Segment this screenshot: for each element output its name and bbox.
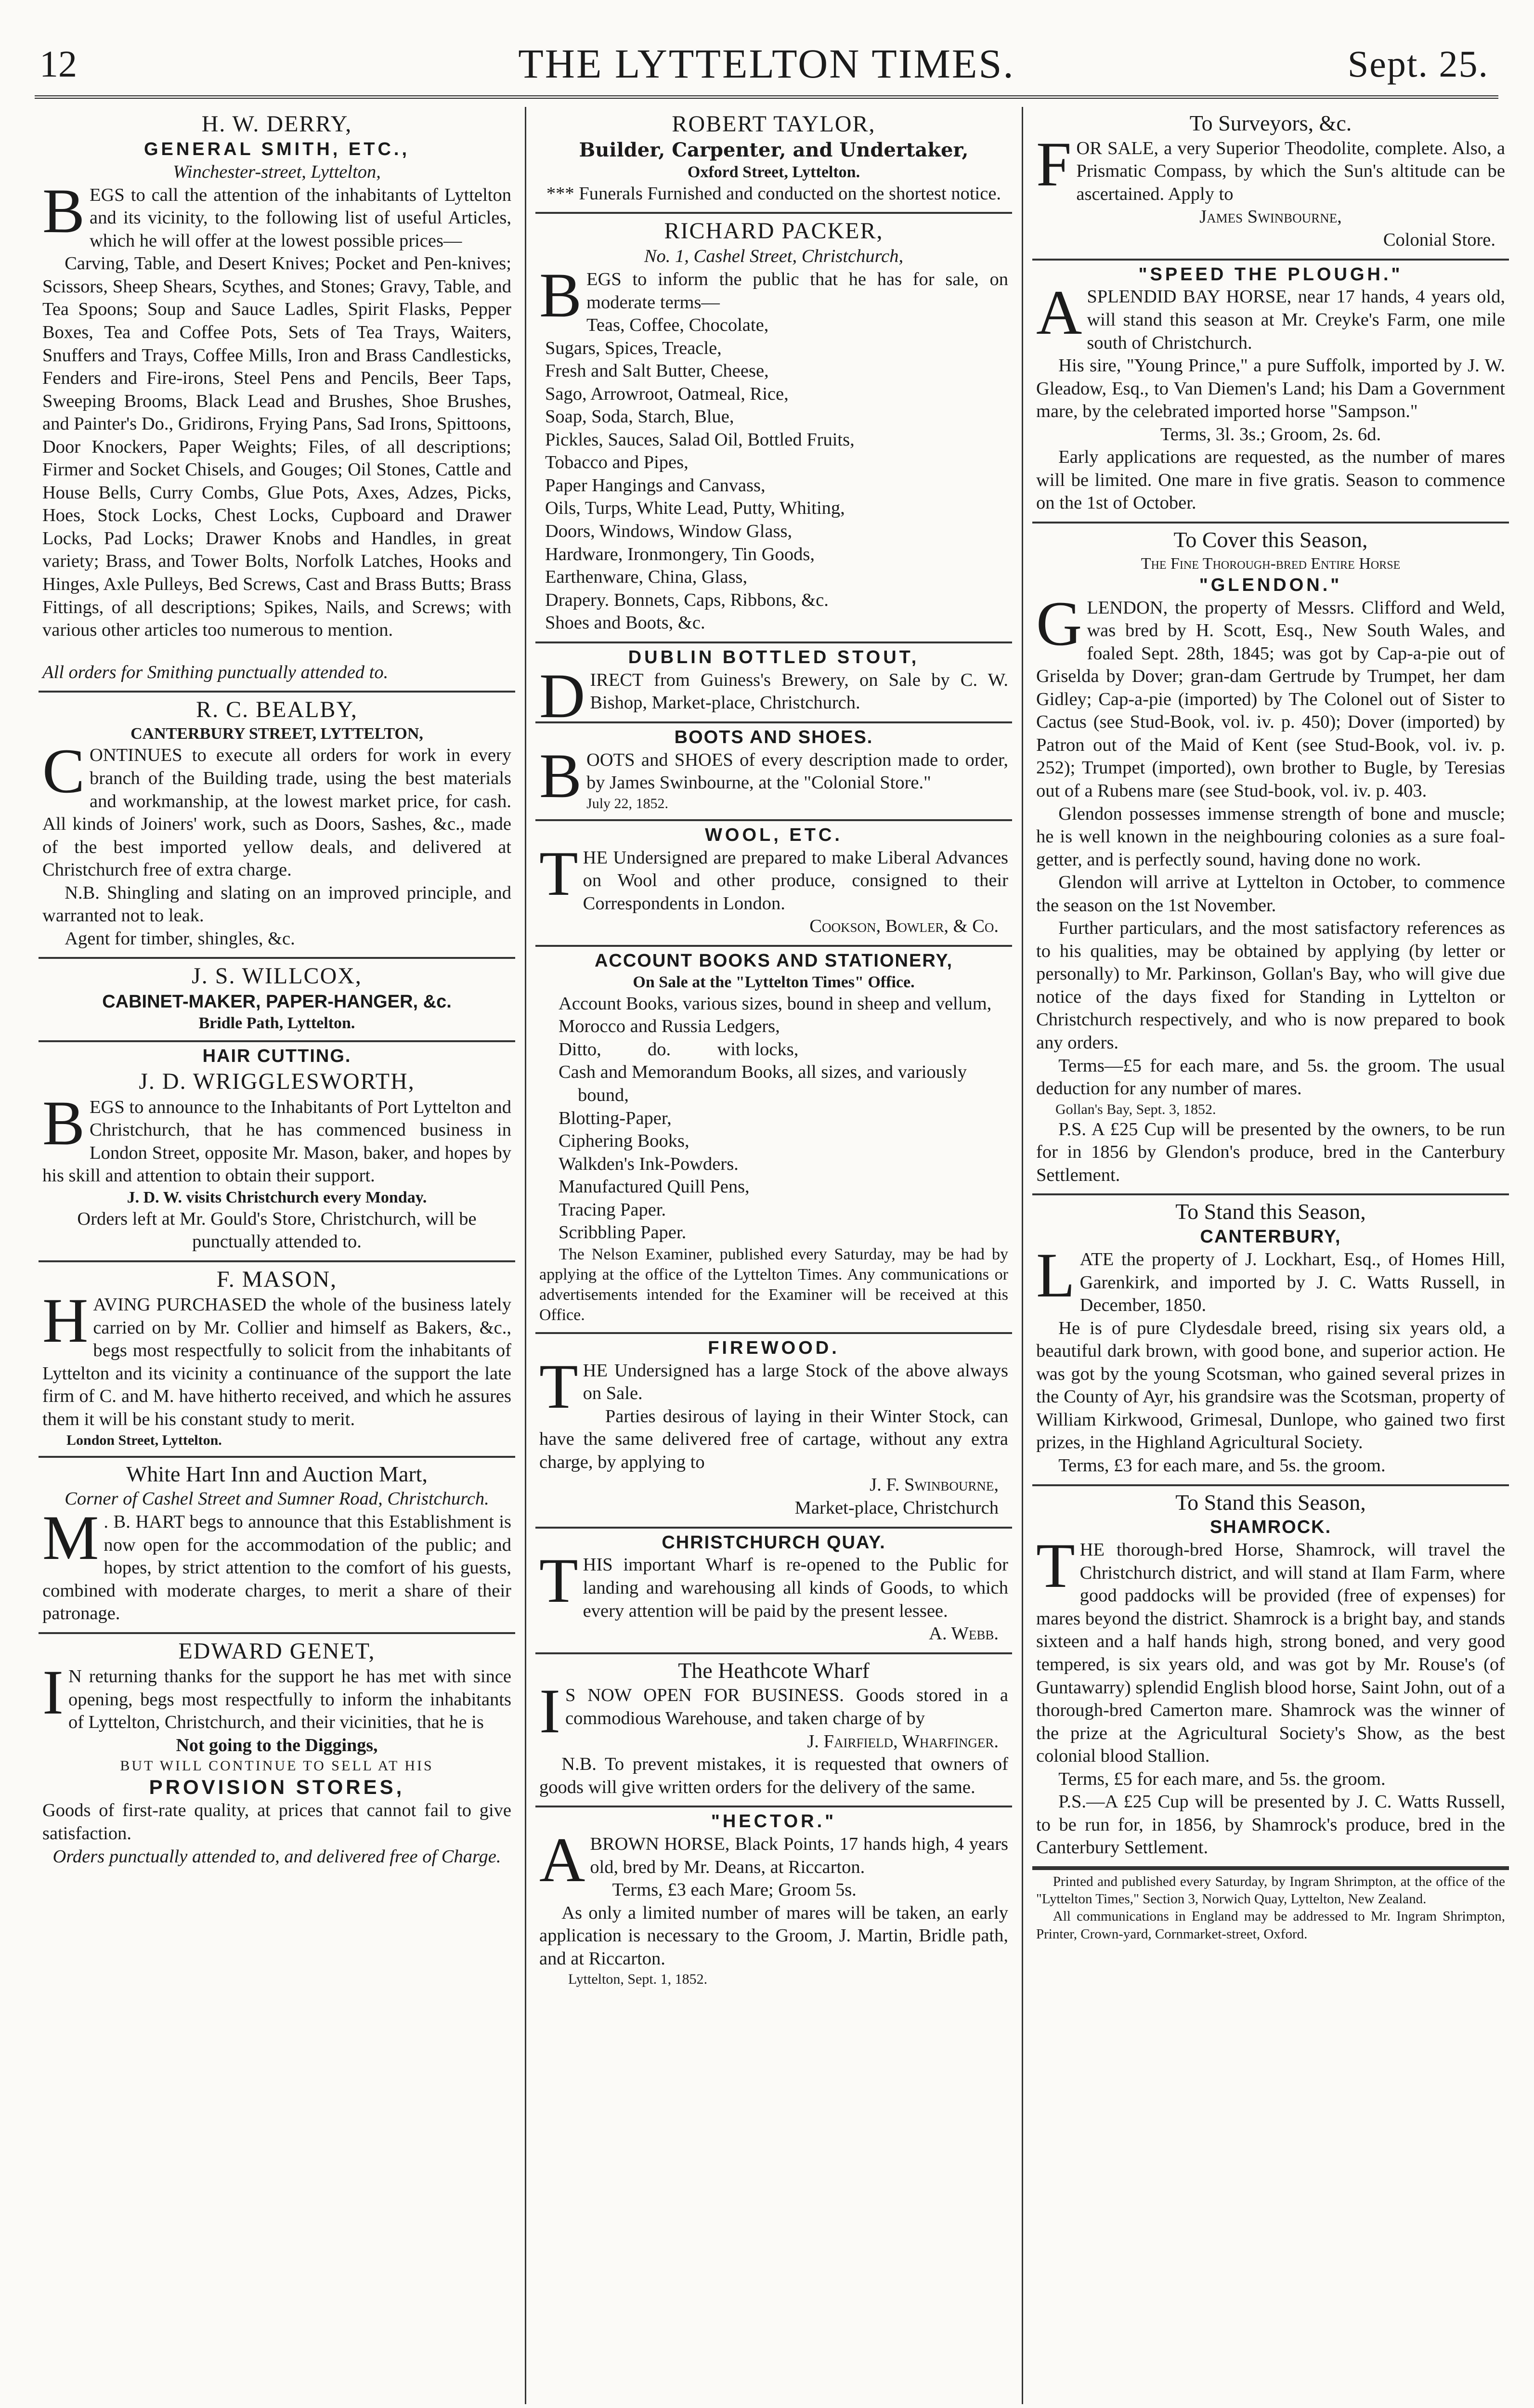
list-item: Paper Hangings and Canvass,: [545, 475, 766, 496]
ad-name: "GLENDON.": [1199, 575, 1342, 595]
list-item: Teas, Coffee, Chocolate,: [586, 315, 769, 336]
list-item: Manufactured Quill Pens,: [559, 1177, 750, 1197]
ad-body: Early applications are requested, as the number of mares will be limited. One mare in five gratis. Season to commence on the 1st of October.: [1036, 447, 1505, 513]
ad-body: Glendon possesses immense strength of bone and muscle; he is well known in the neighbouring colonies as a sure foal-getter, and is perfectly sound, having done no work.: [1036, 803, 1505, 870]
imprint: [1032, 1868, 1509, 1950]
drop-cap: B: [42, 175, 85, 246]
ad-heading: CHRISTCHURCH QUAY.: [662, 1532, 886, 1553]
ad-date: Lyttelton, Sept. 1, 1852.: [568, 1971, 708, 1988]
ad-heading: "HECTOR.": [711, 1811, 837, 1832]
ad-address: Bridle Path, Lyttelton.: [198, 1014, 355, 1032]
ad-name: H. W. DERRY,: [201, 111, 352, 137]
column-left: [39, 107, 515, 2404]
ad-body: EGS to call the attention of the inhabitants of Lyttelton and its vicinity, to the following list of useful Articles, which he will offer at the lowest possible prices—: [90, 184, 511, 251]
imprint-text: All communications in England may be addressed to Mr. Ingram Shrimpton, Printer, Crown-yard, Cornmarket-street, Oxford.: [1036, 1909, 1505, 1942]
ad-body: Goods of first-rate quality, at prices that cannot fail to give satisfaction.: [42, 1800, 511, 1844]
drop-cap: T: [539, 838, 578, 909]
column-middle: [535, 107, 1012, 2404]
drop-cap: B: [42, 1087, 85, 1158]
newspaper-title: THE LYTTELTON TIMES.: [518, 40, 1015, 87]
list-item: Tracing Paper.: [559, 1199, 666, 1220]
ad-body: OR SALE, a very Superior Theodolite, complete. Also, a Prismatic Compass, by which the Sun's altitude can be ascertained. Apply to: [1076, 138, 1505, 204]
ad-name: EDWARD GENET,: [178, 1638, 376, 1664]
ad-body: HE thorough-bred Horse, Shamrock, will travel the Christchurch district, and will stand at Ilam Farm, where good paddocks will be provided (free of expenses) for mares beyond the district. Shamrock is a bright bay, and stands sixteen and a half hands high, strong boned, and very good tempered, is six years old, and was got by Mr. Rouse's (of Guntawarry) splendid English blood horse, Saint John, out of a thorough-bred Camerton mare. Shamrock was the winner of the prize at the Agricultural Society's Show, as the best colonial blood Stallion.: [1036, 1540, 1505, 1767]
list-item: Doors, Windows, Window Glass,: [545, 521, 793, 542]
list-item: Walkden's Ink-Powders.: [559, 1153, 739, 1174]
ad-line: Not going to the Diggings,: [176, 1735, 378, 1755]
drop-cap: M: [42, 1502, 99, 1573]
column-rule-1: [525, 107, 526, 2404]
ad-name: R. C. BEALBY,: [196, 697, 358, 723]
ad-taylor: [535, 107, 1012, 214]
ad-body: LENDON, the property of Messrs. Clifford and Weld, was bred by H. Scott, Esq., New South Wales, and foaled Sept. 28th, 1845; was got by Cap-a-pie out of Griselda by Dover; gran-dam Gertrude by Trumpet, her dam Gidley; Cap-a-pie (imported) by The Colonel out of Sister to Cactus (see Stud-Book, vol. iv. p. 450); Dover (imported) by Patron out of the Maid of Kent (see Stud-Book, vol. iv. p. 252); Trumpet (imported), own brother to Bugle, by Teresias out of a Rubens mare (see Stud-book, vol. iv. p. 403.: [1036, 597, 1505, 801]
ad-body: ATE the property of J. Lockhart, Esq., of Homes Hill, Garenkirk, and imported by J. C. Watts Russell, in December, 1850.: [1079, 1249, 1505, 1316]
drop-cap: A: [1036, 277, 1082, 348]
column-rule-2: [1022, 107, 1023, 2404]
list-item: Oils, Turps, White Lead, Putty, Whiting,: [545, 498, 845, 519]
list-item: Cash and Memorandum Books, all sizes, and variously bound,: [559, 1062, 967, 1106]
ad-date: Gollan's Bay, Sept. 3, 1852.: [1055, 1101, 1216, 1117]
list-item: Ditto, do. with locks,: [559, 1039, 799, 1060]
item-list: [539, 993, 1008, 1244]
ad-name: CANTERBURY,: [1200, 1227, 1341, 1247]
ad-derry: [39, 107, 515, 693]
ad-trade: GENERAL SMITH, ETC.,: [143, 139, 410, 160]
list-item: Morocco and Russia Ledgers,: [559, 1016, 780, 1037]
ad-quay: [535, 1529, 1012, 1654]
ad-terms: Terms, 3l. 3s.; Groom, 2s. 6d.: [1160, 424, 1381, 445]
ad-heading: BOOTS AND SHOES.: [674, 727, 873, 747]
ad-address: Winchester-street, Lyttelton,: [173, 162, 381, 183]
ad-postscript: P.S. A £25 Cup will be presented by the owners, to be run for in 1856 by Glendon's produce, bred in the Canterbury Settlement.: [1036, 1119, 1505, 1185]
list-item: Earthenware, China, Glass,: [545, 567, 748, 588]
list-item: Shoes and Boots, &c.: [545, 613, 705, 633]
ad-note: The Nelson Examiner, published every Saturday, may be had by applying at the office of the Lyttelton Times. Any communications or advertisements intended for the Examiner will be received at this Office.: [539, 1245, 1008, 1324]
ad-trade: CABINET-MAKER, PAPER-HANGER, &c.: [102, 991, 452, 1012]
ad-glendon: [1032, 523, 1509, 1195]
ad-footer: Orders punctually attended to, and delivered free of Charge.: [52, 1846, 501, 1867]
ad-wrigglesworth: [39, 1042, 515, 1262]
ad-heading: FIREWOOD.: [708, 1337, 840, 1358]
ad-signature: A. Webb.: [929, 1623, 999, 1644]
ad-body: . B. HART begs to announce that this Establishment is now open for the accommodation of the public; and hopes, by strict attention to the comfort of his guests, combined with moderate charges, to merit a share of their patronage.: [42, 1511, 511, 1624]
ad-genet: [39, 1634, 515, 1875]
ad-packer: [535, 214, 1012, 643]
ad-body: HIS important Wharf is re-opened to the Public for landing and warehousing all kinds of Goods, to which every attention will be paid by the present lessee.: [583, 1555, 1008, 1621]
list-item: Tobacco and Pipes,: [545, 452, 689, 473]
ad-signature: J. F. Swinbourne,: [870, 1475, 999, 1495]
drop-cap: C: [42, 735, 85, 807]
drop-cap: I: [42, 1656, 64, 1727]
ad-footer: All orders for Smithing punctually attended to.: [42, 662, 389, 682]
ad-visits: J. D. W. visits Christchurch every Monday.: [127, 1188, 427, 1206]
ad-heading: HAIR CUTTING.: [202, 1046, 351, 1066]
drop-cap: T: [539, 1350, 578, 1422]
list-item: Fresh and Salt Butter, Cheese,: [545, 361, 769, 381]
ad-body: BROWN HORSE, Black Points, 17 hands high, 4 years old, bred by Mr. Deans, at Riccarton.: [590, 1834, 1008, 1877]
ad-body: He is of pure Clydesdale breed, rising six years old, a beautiful dark brown, with good bone, and superior action. He was got by the young Scotsman, who gained several prizes in the County of Ayr, his grandsire was the Scotsman, property of William Kirkwood, Grimesal, Dunlope, who gained two first prizes, in the Highland Agricultural Society.: [1036, 1318, 1505, 1453]
ad-body: N returning thanks for the support he has met with since opening, begs most respectfully to inform the inhabitants of Lyttelton, Christchurch, and their vicinities, that he is: [68, 1666, 511, 1733]
ad-heading: To Cover this Season,: [1173, 527, 1368, 552]
ad-postscript: P.S.—A £25 Cup will be presented by J. C. Watts Russell, to be run for, in 1856, by Shamrock's produce, bred in the Canterbury Settlement.: [1036, 1792, 1505, 1858]
ad-white-hart: [39, 1458, 515, 1634]
ad-signature: Colonial Store.: [1383, 229, 1495, 250]
drop-cap: I: [539, 1675, 560, 1747]
page-number: 12: [39, 43, 77, 85]
ad-body: EGS to inform the public that he has for sale, on moderate terms—: [586, 269, 1008, 313]
drop-cap: H: [42, 1285, 89, 1356]
ad-trade: Builder, Carpenter, and Undertaker,: [579, 139, 969, 162]
list-item: Account Books, various sizes, bound in sheep and vellum,: [559, 993, 992, 1014]
ad-body: ONTINUES to execute all orders for work in every branch of the Building trade, using the best materials and workmanship, at the lowest market price, for cash. All kinds of Joiners' work, such as Doors, Sashes, &c., made of the best imported yellow deals, and delivered at Christchurch free of extra charge.: [42, 745, 511, 880]
ad-name: F. MASON,: [216, 1267, 338, 1293]
list-item: Scribbling Paper.: [559, 1222, 687, 1243]
item-list: [539, 314, 1008, 635]
ad-address: Oxford Street, Lyttelton.: [687, 163, 860, 181]
ad-stout: [535, 643, 1012, 731]
drop-cap: A: [539, 1824, 585, 1896]
ad-address: No. 1, Cashel Street, Christchurch,: [644, 246, 904, 267]
masthead: [35, 38, 1498, 99]
ad-heading: DUBLIN BOTTLED STOUT,: [628, 647, 920, 667]
ad-body: S NOW OPEN FOR BUSINESS. Goods stored in a commodious Warehouse, and taken charge of by: [565, 1685, 1008, 1728]
ad-heathcote: [535, 1654, 1012, 1808]
column-right: [1032, 107, 1509, 2404]
drop-cap: T: [539, 1545, 578, 1616]
ad-heading: The Heathcote Wharf: [678, 1658, 870, 1683]
ad-line: BUT WILL CONTINUE TO SELL AT HIS: [120, 1757, 434, 1774]
ad-list: Carving, Table, and Desert Knives; Pocket and Pen-knives; Scissors, Sheep Shears, Scythes, and Stones; Gravy, Table, and Tea Spoons; Soup and Sauce Ladles, Spirit Flasks, Pepper Boxes, Tea and Coffee Pots, Sets of Tea Trays, Waiters, Snuffers and Trays, Coffee Mills, Iron and Brass Candlesticks, Fenders and Fire-irons, Steel Pens and Pencils, Beer Taps, Sweeping Brooms, Black Lead and Brushes, Shoe Brushes, and Painter's Do., Gridirons, Frying Pans, Sad Irons, Spittoons, Door Knockers, Paper Weights; Files, of all descriptions; Firmer and Socket Chisels, and Gouges; Oil Stones, Cattle and House Bells, Curry Combs, Glue Pots, Axes, Adzes, Picks, Hoes, Stock Locks, Chest Locks, Cupboard and Drawer Locks, Pad Locks; Drawer Knobs and Handles, in great variety; Brass, and Tower Bolts, Norfolk Latches, Hooks and Hinges, Axle Pulleys, Bed Screws, Cast and Brass Butts; Brass Fittings, of all descriptions; Spikes, Nails, and Screws; with various other articles too numerous to mention.: [42, 253, 511, 641]
ad-hector: [535, 1807, 1012, 1995]
ad-surveyors: [1032, 107, 1509, 261]
list-item: Sago, Arrowroot, Oatmeal, Rice,: [545, 383, 789, 404]
ad-orders: Orders left at Mr. Gould's Store, Christchurch, will be punctually attended to.: [77, 1208, 477, 1252]
drop-cap: L: [1036, 1240, 1075, 1311]
ad-name: ROBERT TAYLOR,: [672, 111, 876, 137]
drop-cap: T: [1036, 1530, 1075, 1601]
list-item: Blotting-Paper,: [559, 1108, 672, 1128]
ad-wool: [535, 821, 1012, 947]
ad-body: Glendon will arrive at Lyttelton in October, to commence the season on the 1st November.: [1036, 872, 1505, 916]
imprint-text: Printed and published every Saturday, by Ingram Shrimpton, at the office of the "Lyttelton Times," Section 3, Norwich Quay, Lyttelton, New Zealand.: [1036, 1873, 1505, 1907]
list-item: Sugars, Spices, Treacle,: [545, 338, 722, 358]
ad-account-books: [535, 947, 1012, 1334]
ad-heading: WOOL, ETC.: [705, 824, 843, 845]
ad-subheading: On Sale at the "Lyttelton Times" Office.: [633, 973, 915, 991]
ad-address: Corner of Cashel Street and Sumner Road, Christchurch.: [65, 1489, 489, 1509]
ad-boots: [535, 723, 1012, 821]
ad-speed-the-plough: [1032, 261, 1509, 523]
issue-date: Sept. 25.: [1347, 43, 1489, 85]
ad-heading: To Stand this Season,: [1175, 1490, 1366, 1515]
ad-signature: Cookson, Bowler, & Co.: [809, 916, 999, 937]
ad-signature: James Swinbourne,: [1199, 207, 1342, 227]
ad-heading: ACCOUNT BOOKS AND STATIONERY,: [594, 950, 953, 971]
ad-terms: Terms, £3 for each mare, and 5s. the groom.: [1058, 1455, 1386, 1476]
ad-note: N.B. Shingling and slating on an improved principle, and warranted not to leak.: [42, 882, 511, 926]
ad-name: J. D. WRIGGLESWORTH,: [139, 1069, 415, 1095]
list-item: Soap, Soda, Starch, Blue,: [545, 406, 734, 427]
ad-body: Parties desirous of laying in their Winter Stock, can have the same delivered free of cartage, without any extra charge, by applying to: [539, 1406, 1008, 1472]
list-item: Pickles, Sauces, Salad Oil, Bottled Fruits,: [545, 429, 855, 450]
ad-bealby: [39, 693, 515, 959]
ad-terms: Terms—£5 for each mare, and 5s. the groom. The usual deduction for any number of mares.: [1036, 1055, 1505, 1099]
ad-agent: Agent for timber, shingles, &c.: [65, 928, 295, 949]
drop-cap: G: [1036, 588, 1082, 659]
ad-willcox: [39, 959, 515, 1042]
ad-subheading: The Fine Thorough-bred Entire Horse: [1141, 554, 1401, 573]
ad-note: N.B. To prevent mistakes, it is requested that owners of goods will give written orders for the delivery of the same.: [539, 1754, 1008, 1797]
ad-body: His sire, "Young Prince," a pure Suffolk, imported by J. W. Gleadow, Esq., to Van Diemen's Land; his Dam a Government mare, by the celebrated imported horse "Sampson.": [1036, 355, 1505, 422]
ad-signature: Market-place, Christchurch: [794, 1498, 999, 1518]
ad-body: EGS to announce to the Inhabitants of Port Lyttelton and Christchurch, that he has commenced business in London Street, opposite Mr. Mason, baker, and hopes by his skill and attention to obtain their support.: [42, 1097, 511, 1186]
ad-body: *** Funerals Furnished and conducted on the shortest notice.: [546, 183, 1001, 204]
ad-name: White Hart Inn and Auction Mart,: [126, 1461, 428, 1486]
ad-heading: To Stand this Season,: [1175, 1199, 1366, 1224]
ad-body: As only a limited number of mares will be taken, an early application is necessary to the Groom, J. Martin, Bridle path, and at Riccarton.: [539, 1902, 1008, 1969]
ad-body: OOTS and SHOES of every description made to order, by James Swinbourne, at the "Colonial Store.": [586, 749, 1008, 793]
ad-date: July 22, 1852.: [586, 795, 669, 811]
ad-terms: Terms, £3 each Mare; Groom 5s.: [612, 1880, 857, 1900]
ad-line: PROVISION STORES,: [149, 1775, 405, 1798]
ad-name: SHAMROCK.: [1209, 1517, 1332, 1538]
ad-body: SPLENDID BAY HORSE, near 17 hands, 4 years old, will stand this season at Mr. Creyke's Farm, one mile south of Christchurch.: [1087, 287, 1505, 353]
ad-body: Further particulars, and the most satisfactory references as to his qualities, may be obtained by applying (by letter or personally) to Mr. Parkinson, Gollan's Bay, who will give due notice of the days fixed for Standing in Lyttelton or Christchurch respectively, and who is now prepared to book any orders.: [1036, 918, 1505, 1053]
list-item: Ciphering Books,: [559, 1131, 689, 1152]
drop-cap: F: [1036, 128, 1072, 199]
ad-body: HE Undersigned are prepared to make Liberal Advances on Wool and other produce, consigned to their Correspondents in London.: [583, 847, 1008, 914]
ad-shamrock: [1032, 1486, 1509, 1868]
ad-terms: Terms, £5 for each mare, and 5s. the groom.: [1058, 1768, 1386, 1789]
ad-body: AVING PURCHASED the whole of the business lately carried on by Mr. Collier and himself as Bakers, &c., begs most respectfully to solicit from the inhabitants of Lyttelton and its vicinity a continuance of the support the late firm of C. and M. have hitherto received, and which he assures them it will be his constant study to merit.: [42, 1295, 511, 1430]
ad-heading: To Surveyors, &c.: [1189, 111, 1352, 135]
list-item: Drapery. Bonnets, Caps, Ribbons, &c.: [545, 589, 829, 610]
ad-canterbury: [1032, 1195, 1509, 1486]
drop-cap: D: [539, 660, 585, 731]
ad-name: RICHARD PACKER,: [664, 218, 884, 244]
ad-signature: J. Fairfield, Wharfinger.: [807, 1731, 999, 1752]
ad-mason: [39, 1262, 515, 1458]
list-item: Hardware, Ironmongery, Tin Goods,: [545, 544, 815, 564]
drop-cap: B: [539, 260, 582, 330]
ad-address: CANTERBURY STREET, LYTTELTON,: [130, 725, 423, 743]
ad-firewood: [535, 1334, 1012, 1529]
ad-name: J. S. WILLCOX,: [192, 963, 362, 989]
ad-heading: "SPEED THE PLOUGH.": [1138, 264, 1403, 285]
ad-body: IRECT from Guiness's Brewery, on Sale by C. W. Bishop, Market-place, Christchurch.: [590, 669, 1008, 713]
ad-address: London Street, Lyttelton.: [66, 1432, 222, 1448]
ad-body: HE Undersigned has a large Stock of the above always on Sale.: [583, 1360, 1008, 1404]
drop-cap: B: [539, 740, 582, 811]
